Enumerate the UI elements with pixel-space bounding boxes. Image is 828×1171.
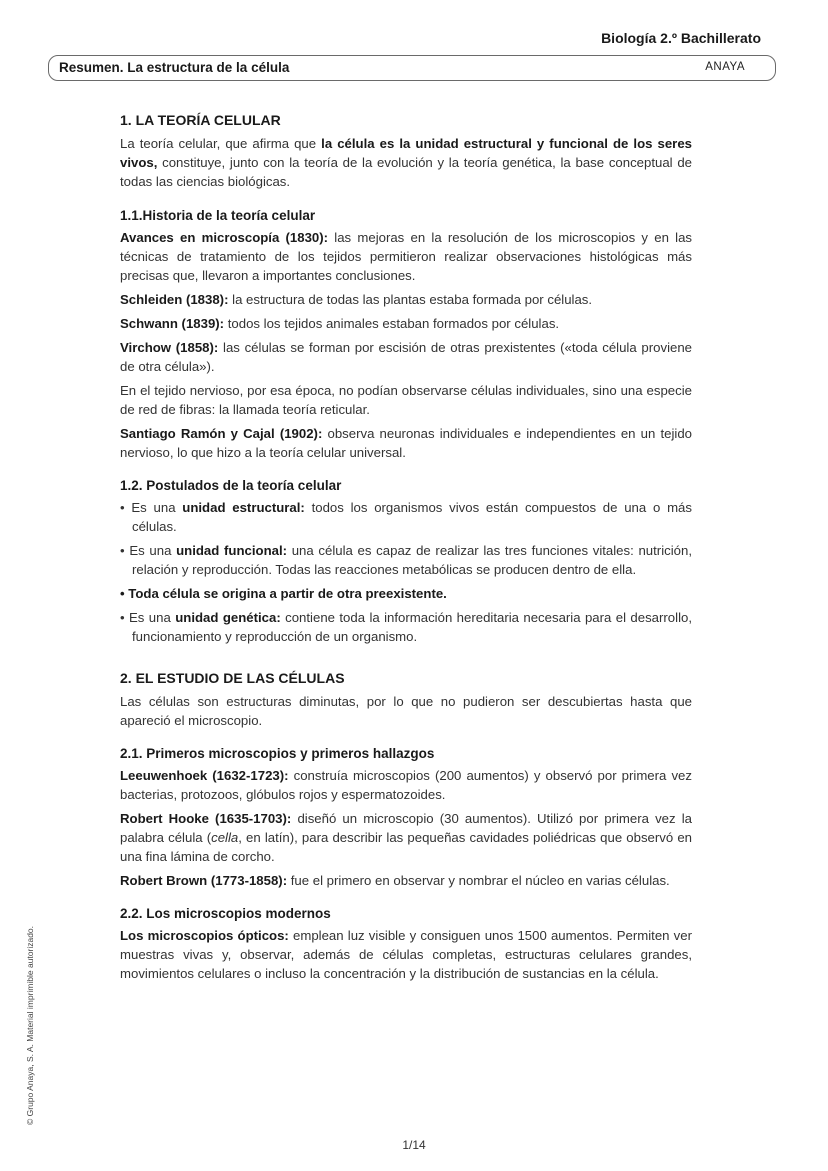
- intro-highlight: la célula es la unidad estructural y funcional de los seres vivos,: [120, 136, 692, 170]
- modern-text: emplean luz visible y consiguen unos 1500 aumentos. Permiten ver muestras vivas y, observar, además de células completas, estructuras celulares grandes, movimientos celulares o incluso la concentración y la distribución de sustancias en la célula.: [120, 928, 692, 981]
- postulate-bold: unidad estructural:: [182, 500, 305, 515]
- postulate-pre: Es una: [131, 500, 183, 515]
- postulate-text: contiene toda la información hereditaria necesaria para el desarrollo, funcionamiento y reproducción de un organismo.: [132, 610, 692, 644]
- header-band: [48, 55, 776, 81]
- intro-text-2: constituye, junto con la teoría de la evolución y la teoría genética, la base conceptual de todas las ciencias biológicas.: [120, 155, 692, 189]
- discovery-lead: Robert Hooke (1635-1703):: [120, 811, 292, 826]
- history-lead: Virchow (1858):: [120, 340, 219, 355]
- history-lead: Santiago Ramón y Cajal (1902):: [120, 426, 323, 441]
- history-text: todos los tejidos animales estaban formados por células.: [224, 316, 560, 331]
- history-lead: Schwann (1839):: [120, 316, 225, 331]
- history-text: observa neuronas individuales e independientes en un tejido nervioso, lo que hizo a la teoría celular universal.: [120, 426, 692, 460]
- postulate-bold: Toda célula se origina a partir de otra preexistente.: [128, 586, 447, 601]
- discovery-text: fue el primero en observar y nombrar el núcleo en varias células.: [287, 873, 670, 888]
- modern-microscopes-item: [120, 926, 692, 983]
- postulate-item: • Toda célula se origina a partir de otra preexistente.: [120, 586, 447, 601]
- history-item: [120, 290, 692, 309]
- postulate-item: • Es una unidad genética: contiene toda la información hereditaria necesaria para el desarrollo, funcionamiento y reproducción de un organismo.: [120, 610, 692, 644]
- history-item: [120, 424, 692, 462]
- subsection-title-2-2: 2.2. Los microscopios modernos: [120, 906, 331, 921]
- discovery-item: [120, 766, 692, 804]
- intro-text-1: La teoría celular, que afirma que: [120, 136, 322, 151]
- document-title: Resumen. La estructura de la célula: [59, 60, 290, 75]
- history-text: las mejoras en la resolución de los microscopios y en las técnicas de tratamiento de los tejidos permitieron realizar observaciones histológicas más precisas que, llevaron a importantes conclusiones.: [120, 230, 692, 283]
- discovery-item: [120, 809, 692, 866]
- modern-lead: Los microscopios ópticos:: [120, 928, 289, 943]
- section-title-2: 2. EL ESTUDIO DE LAS CÉLULAS: [120, 670, 345, 686]
- section-title-1: 1. LA TEORÍA CELULAR: [120, 112, 281, 128]
- section-1-intro: [120, 134, 692, 191]
- postulate-pre: Es una: [129, 543, 177, 558]
- page-number: 1/14: [402, 1138, 426, 1152]
- history-lead: Schleiden (1838):: [120, 292, 229, 307]
- postulate-bold: unidad genética:: [175, 610, 281, 625]
- postulate-text: una célula es capaz de realizar las tres funciones vitales: nutrición, relación y reproducción. Todas las reacciones metabólicas se producen dentro de ella.: [132, 543, 692, 577]
- history-item: [120, 228, 692, 285]
- history-text: las células se forman por escisión de otras prexistentes («toda célula proviene de otra célula»).: [120, 340, 693, 374]
- subsection-title-2-1: 2.1. Primeros microscopios y primeros hallazgos: [120, 746, 435, 761]
- discovery-lead: Leeuwenhoek (1632-1723):: [120, 768, 289, 783]
- history-text: la estructura de todas las plantas estaba formada por células.: [228, 292, 593, 307]
- postulate-item: • Es una unidad estructural: todos los organismos vivos están compuestos de una o más células.: [120, 500, 692, 534]
- postulate-pre: Es una: [129, 610, 176, 625]
- history-item: [120, 338, 692, 376]
- history-item: [120, 381, 692, 419]
- section-2-intro: Las células son estructuras diminutas, por lo que no pudieron ser descubiertas hasta que apareció el microscopio.: [120, 694, 692, 728]
- discovery-text: , en latín), para describir las pequeñas cavidades poliédricas que observó en una fina lámina de corcho.: [120, 830, 692, 864]
- postulate-bold: unidad funcional:: [176, 543, 288, 558]
- history-item: [120, 314, 692, 333]
- discovery-item: [120, 871, 692, 890]
- copyright-notice: © Grupo Anaya, S. A. Material imprimible autorizado.: [25, 925, 35, 1125]
- course-label: Biología 2.º Bachillerato: [601, 30, 761, 46]
- main-content: [120, 112, 692, 983]
- postulate-text: todos los organismos vivos están compuestos de una o más células.: [132, 500, 692, 534]
- latin-term: cella: [211, 830, 239, 845]
- subsection-title-1-1: 1.1.Historia de la teoría celular: [120, 208, 316, 223]
- discovery-text: construía microscopios (200 aumentos) y observó por primera vez bacterias, protozoos, glóbulos rojos y espermatozoides.: [120, 768, 692, 802]
- history-lead: Avances en microscopía (1830):: [120, 230, 329, 245]
- postulate-item: • Es una unidad funcional: una célula es capaz de realizar las tres funciones vitales: nutrición, relación y reproducción. Todas las reacciones metabólicas se producen dentro de ella.: [120, 543, 692, 577]
- subsection-title-1-2: 1.2. Postulados de la teoría celular: [120, 478, 342, 493]
- history-text: En el tejido nervioso, por esa época, no podían observarse células individuales, sino una especie de red de fibras: la llamada teoría reticular.: [120, 383, 692, 417]
- discovery-lead: Robert Brown (1773-1858):: [120, 873, 288, 888]
- discovery-text: diseñó un microscopio (30 aumentos). Utilizó por primera vez la palabra célula (: [120, 811, 692, 845]
- publisher-logo: ANAYA: [705, 61, 745, 73]
